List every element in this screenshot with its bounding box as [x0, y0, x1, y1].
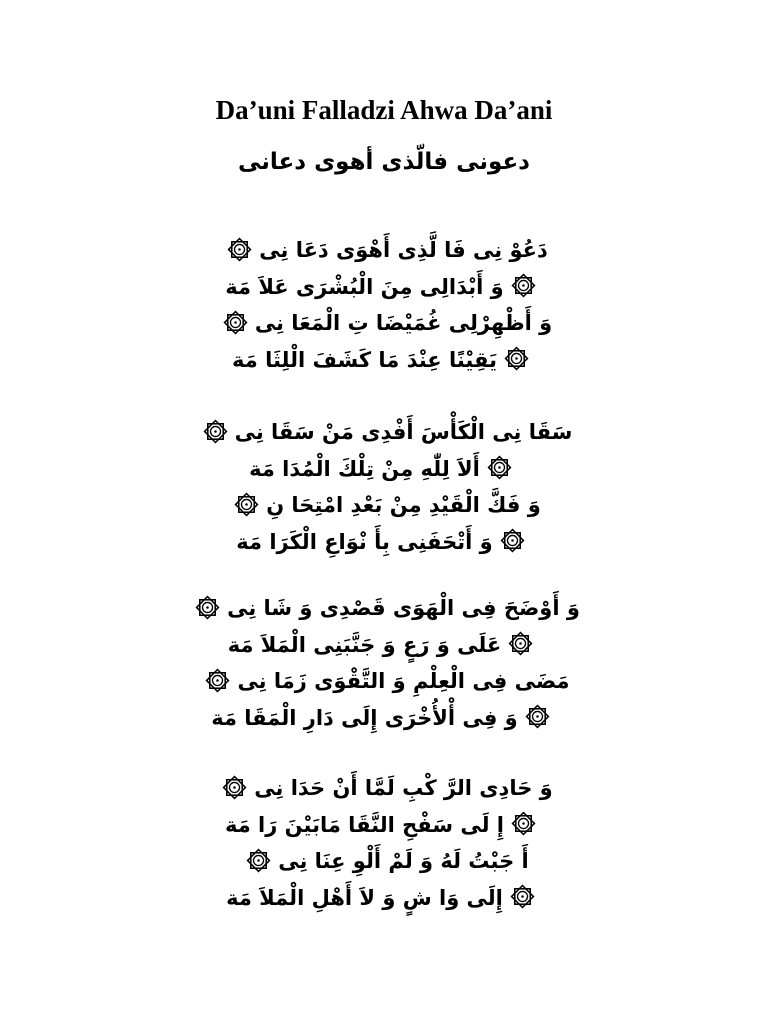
verse-marker-icon: [233, 491, 260, 518]
verse-marker-icon: [503, 345, 530, 372]
stanza-4: [0, 770, 768, 916]
verse-text: مَضَى فِى الْعِلْمِ وَ التَّقْوَى زَمَا نِى: [237, 669, 570, 693]
verse-marker-icon: [221, 774, 248, 801]
verse-marker-icon: [510, 810, 537, 837]
verse-line: [0, 807, 768, 844]
verse-line: [0, 524, 768, 561]
verse-marker-icon: [499, 527, 526, 554]
verse-text: سَقَا نِى الْكَأْسَ أَفْدِى مَنْ سَقَا نِى: [234, 420, 573, 444]
verse-marker-icon: [507, 630, 534, 657]
stanza-1: [0, 232, 768, 378]
verse-text: وَ أَتْحَفَنِى بِأَ نْوَاعِ الْكَرَا مَة: [236, 529, 493, 554]
verse-text: وَ أَظْهِرْلِى غُمَيْضَا تِ الْمَعَا نِى: [254, 311, 553, 335]
verse-text: وَ فَكَّ الْقَيْدِ مِنْ بَعْدِ امْتِحَا نِ: [266, 493, 541, 517]
verse-line: [0, 232, 768, 269]
verse-marker-icon: [245, 847, 272, 874]
verse-text: وَ حَادِى الرَّ كْبِ لَمَّا أَنْ حَدَا نِى: [254, 776, 553, 800]
verse-text: إِلَى وَا شٍ وَ لاَ أَهْلِ الْمَلاَ مَة: [226, 885, 503, 910]
verse-line: [0, 843, 768, 880]
verse-line: [0, 414, 768, 451]
verse-line: [0, 590, 768, 627]
stanza-2: [0, 414, 768, 560]
verse-line: [0, 627, 768, 664]
verse-marker-icon: [194, 594, 221, 621]
verse-text: عَلَى وَ رَعٍ وَ جَنَّبَنِى الْمَلاَ مَة: [227, 632, 502, 657]
verse-marker-icon: [204, 667, 231, 694]
verse-marker-icon: [226, 236, 253, 263]
verse-text: وَ أَبْدَالِى مِنَ الْبُشْرَى عَلاَ مَة: [225, 274, 504, 299]
verse-text: أَلاَ لِلّٰهِ مِنْ تِلْكَ الْمُدَا مَة: [249, 456, 480, 481]
verse-line: [0, 700, 768, 737]
verse-line: [0, 487, 768, 524]
page-title: Da’uni Falladzi Ahwa Da’ani: [215, 95, 553, 125]
verse-text: إِ لَى سَفْحِ النَّقَا مَابَيْنَ رَا مَة: [224, 812, 505, 837]
verse-text: دَعُوْ نِى فَا لَّذِى أَهْوَى دَعَا نِى: [259, 238, 548, 262]
verse-text: أَ جَبْتُ لَهُ وَ لَمْ أَلْوِ عِنَا نِى: [278, 849, 529, 873]
verse-text: وَ فِى أْلأُخْرَى إِلَى دَارِ الْمَقَا مَة: [211, 705, 518, 730]
verse-marker-icon: [509, 883, 536, 910]
verse-line: [0, 770, 768, 807]
verse-marker-icon: [486, 454, 513, 481]
verse-marker-icon: [524, 703, 551, 730]
arabic-title: دعونى فالّذى أهوى دعانى: [238, 149, 530, 175]
verse-line: [0, 663, 768, 700]
verse-line: [0, 342, 768, 379]
verse-line: [0, 880, 768, 917]
verse-text: وَ أَوْضَحَ فِى الْهَوَى قَصْدِى وَ شَا نِى: [227, 596, 580, 620]
stanza-3: [0, 590, 768, 736]
verse-marker-icon: [202, 418, 229, 445]
verse-line: [0, 451, 768, 488]
verse-line: [0, 305, 768, 342]
verse-marker-icon: [222, 309, 249, 336]
verse-line: [0, 269, 768, 306]
verse-text: يَقِيْنًا عِنْدَ مَا كَشَفَ الْلِثَا مَة: [232, 347, 497, 372]
verse-marker-icon: [510, 272, 537, 299]
